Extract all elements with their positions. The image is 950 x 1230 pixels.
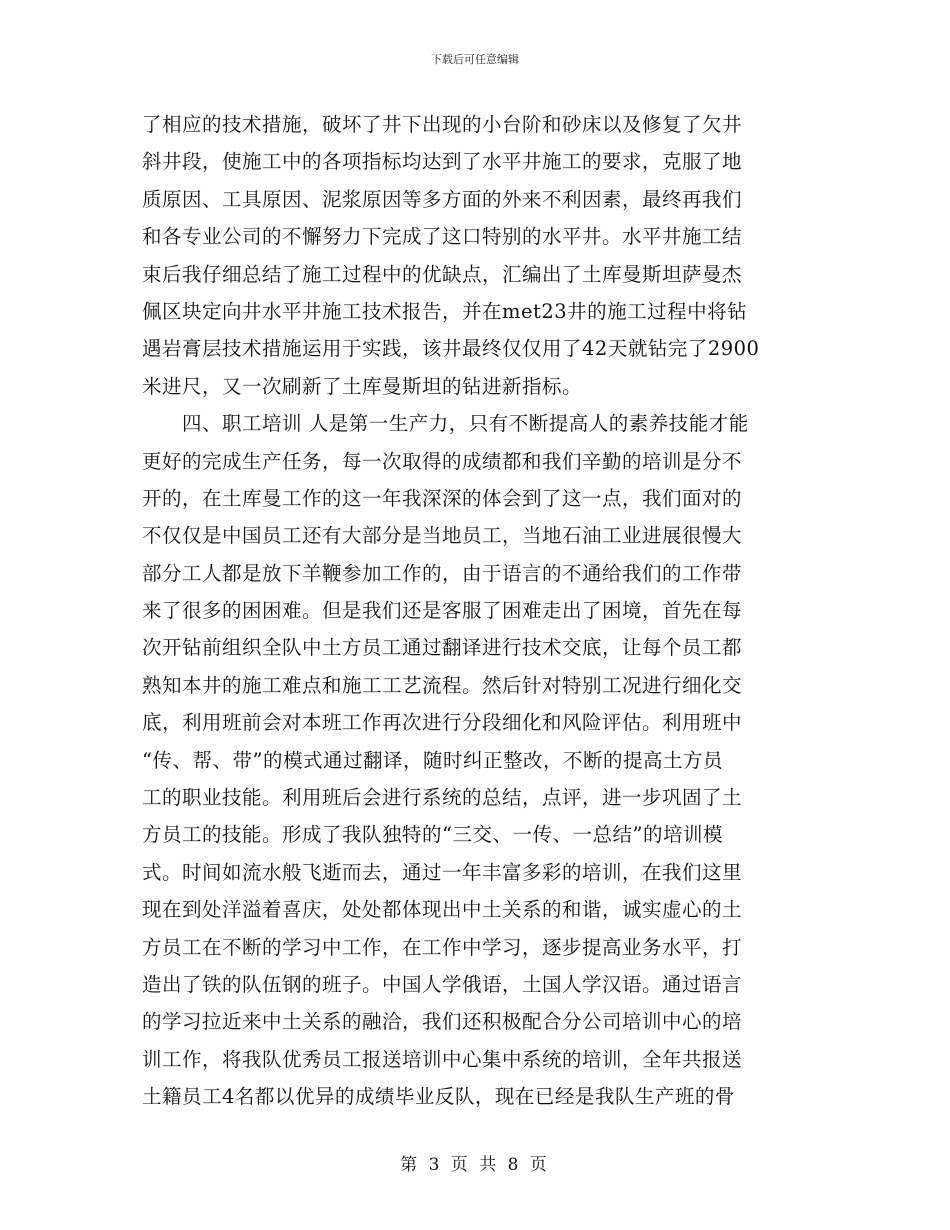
text-line: 米进尺，又一次刷新了土库曼斯坦的钻进新指标。 [142,374,583,398]
text-line: 不仅仅是中国员工还有大部分是当地员工，当地石油工业进展很慢大 [142,524,743,548]
document-body [142,106,810,1116]
text-line: 方员工的技能。形成了我队独特的“三交、一传、一总结”的培训模 [142,823,723,847]
text-line: 质原因、工具原因、泥浆原因等多方面的外来不利因素，最终再我们 [142,187,743,211]
text-line: 土籍员工4名都以优异的成绩毕业反队，现在已经是我队生产班的骨 [142,1085,735,1109]
text-line: 的学习拉近来中土关系的融洽，我们还积极配合分公司培训中心的培 [142,1010,743,1034]
text-line: 斜井段，使施工中的各项指标均达到了水平井施工的要求，克服了地 [142,150,743,174]
text-line: 部分工人都是放下羊鞭参加工作的，由于语言的不通给我们的工作带 [142,561,743,585]
page-number-footer: 第 3 页 共 8 页 [400,1155,550,1175]
text-line: 式。时间如流水般飞逝而去，通过一年丰富多彩的培训，在我们这里 [142,860,743,884]
text-line: 方员工在不断的学习中工作，在工作中学习，逐步提高业务水平，打 [142,935,743,959]
text-line: 了相应的技术措施，破坏了井下出现的小台阶和砂床以及修复了欠井 [142,113,743,136]
text-line: 熟知本井的施工难点和施工工艺流程。然后针对特别工况进行细化交 [142,673,743,697]
text-line: 底，利用班前会对本班工作再次进行分段细化和风险评估。利用班中 [142,711,743,735]
text-line: 次开钻前组织全队中土方员工通过翻译进行技术交底，让每个员工都 [142,636,743,660]
text-line: 和各专业公司的不懈努力下完成了这口特别的水平井。水平井施工结 [142,225,743,249]
page-header: 下载后可任意编辑 [431,53,519,66]
text-line: 四、职工培训 人是第一生产力，只有不断提高人的素养技能才能 [142,412,749,436]
text-line: 开的，在土库曼工作的这一年我深深的体会到了这一点，我们面对的 [142,486,743,510]
text-line: 造出了铁的队伍钢的班子。中国人学俄语，土国人学汉语。通过语言 [142,972,743,996]
text-line: 现在到处洋溢着喜庆，处处都体现出中土关系的和谐，诚实虚心的土 [142,898,743,922]
text-line: 佩区块定向井水平井施工技术报告，并在met23井的施工过程中将钻 [142,299,748,323]
text-line: 更好的完成生产任务，每一次取得的成绩都和我们辛勤的培训是分不 [142,449,743,473]
text-line: 工的职业技能。利用班后会进行系统的总结，点评，进一步巩固了土 [142,786,743,810]
text-line: 遇岩膏层技术措施运用于实践，该井最终仅仅用了42天就钻完了2900 [142,337,760,361]
text-line: 来了很多的困困难。但是我们还是客服了困难走出了困境，首先在每 [142,599,743,623]
text-line: 束后我仔细总结了施工过程中的优缺点，汇编出了土库曼斯坦萨曼杰 [142,262,743,286]
text-line: “传、帮、带”的模式通过翻译，随时纠正整改，不断的提高土方员 [142,748,723,772]
text-line: 训工作，将我队优秀员工报送培训中心集中系统的培训，全年共报送 [142,1047,743,1071]
